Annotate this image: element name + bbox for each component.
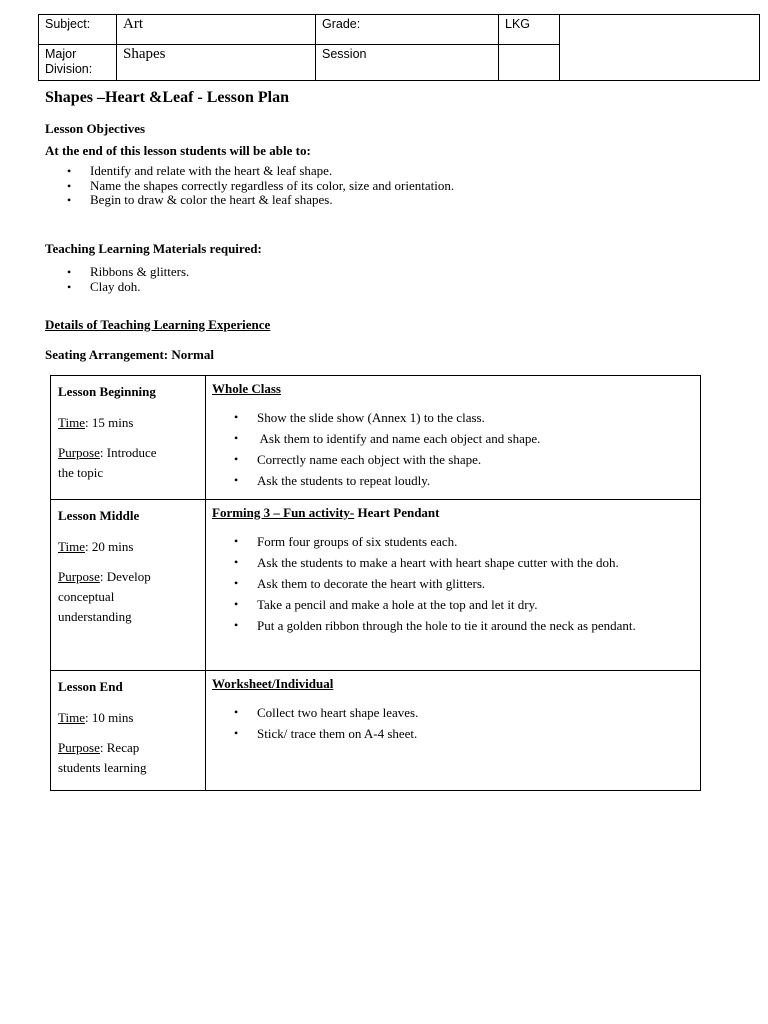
bullet-icon: •: [234, 555, 239, 569]
bullet-icon: •: [234, 410, 239, 424]
objectives-intro: At the end of this lesson students will be able to:: [45, 143, 311, 158]
list-item: [212, 573, 694, 594]
activity-cell: [206, 500, 701, 671]
activity-title: [212, 676, 694, 692]
activity-list: [212, 407, 694, 491]
purpose-text-cont: conceptual: [58, 589, 115, 604]
bullet-icon: •: [234, 618, 239, 632]
activity-cell: [206, 671, 701, 791]
objectives-list: [45, 164, 454, 208]
list-item: [212, 470, 694, 491]
purpose-text-cont: understanding: [58, 609, 132, 624]
bullet-icon: •: [234, 473, 239, 487]
grade-value: LKG: [499, 15, 560, 45]
list-item-text: Ask them to decorate the heart with glitters.: [257, 576, 486, 591]
list-item: [45, 164, 454, 179]
list-item: [45, 280, 189, 295]
stage-title: Lesson Beginning: [58, 384, 156, 399]
list-item-text: Take a pencil and make a hole at the top and let it dry.: [257, 597, 538, 612]
list-item-text: Put a golden ribbon through the hole to tie it around the neck as pendant.: [257, 618, 636, 633]
purpose-text: : Introduce: [99, 445, 157, 460]
list-item: [212, 615, 694, 636]
list-item: [212, 552, 694, 573]
list-item-text: Ribbons & glitters.: [90, 264, 190, 279]
page-title: Shapes –Heart &Leaf - Lesson Plan: [45, 89, 289, 106]
time-value: : 20 mins: [84, 539, 134, 554]
list-item-text: Ask them to identify and name each object and shape.: [257, 431, 541, 446]
bullet-icon: •: [234, 576, 239, 590]
table-row: [51, 500, 701, 671]
seating-arrangement: Seating Arrangement: Normal: [45, 347, 214, 362]
list-item: [212, 723, 694, 744]
details-heading: Details of Teaching Learning Experience: [45, 317, 271, 332]
list-item-text: Collect two heart shape leaves.: [257, 705, 419, 720]
bullet-icon: •: [67, 193, 72, 207]
time-line: [58, 708, 199, 728]
subject-label: Subject:: [39, 15, 117, 45]
purpose-text-cont: the topic: [58, 465, 104, 480]
list-item-text: Begin to draw & color the heart & leaf shapes.: [90, 192, 333, 207]
list-item: [212, 594, 694, 615]
activity-cell: [206, 376, 701, 500]
list-item: [212, 449, 694, 470]
purpose-line: [58, 738, 199, 758]
list-item: [212, 702, 694, 723]
list-item-text: Form four groups of six students each.: [257, 534, 458, 549]
purpose-label: Purpose: [58, 740, 100, 755]
time-value: : 10 mins: [84, 710, 134, 725]
stage-title: Lesson Middle: [58, 508, 140, 523]
major-label-line2: Division:: [45, 62, 93, 76]
bullet-icon: •: [67, 178, 72, 193]
time-value: : 15 mins: [84, 415, 134, 430]
list-item: [212, 407, 694, 428]
list-item-text: Ask the students to repeat loudly.: [257, 473, 431, 488]
stage-cell: [51, 500, 206, 671]
list-item-text: Ask the students to make a heart with heart shape cutter with the doh.: [257, 555, 619, 570]
time-label: Time: [58, 710, 85, 725]
time-label: Time: [58, 415, 85, 430]
bullet-icon: •: [234, 452, 239, 466]
list-item: [45, 193, 454, 208]
lesson-table: [50, 375, 701, 791]
activity-title: [212, 505, 694, 521]
bullet-icon: •: [234, 597, 239, 611]
activity-title-main: Forming 3 – Fun activity-: [212, 505, 355, 520]
purpose-text: : Develop: [99, 569, 151, 584]
list-item-text: Clay doh.: [90, 278, 141, 294]
major-division-label: [39, 45, 117, 81]
table-row: [51, 376, 701, 500]
purpose-label: Purpose: [58, 569, 100, 584]
purpose-line: [58, 443, 199, 463]
stage-cell: [51, 376, 206, 500]
session-value: [499, 45, 560, 81]
bullet-icon: •: [234, 431, 239, 445]
grade-label: Grade:: [316, 15, 499, 45]
major-label-line1: Major: [45, 47, 77, 61]
list-item-text: Stick/ trace them on A-4 sheet.: [257, 726, 418, 741]
header-blank-cell: [560, 15, 760, 81]
bullet-icon: •: [67, 164, 72, 178]
materials-heading: Teaching Learning Materials required:: [45, 241, 262, 256]
objectives-heading: Lesson Objectives: [45, 121, 146, 136]
list-item-text: Show the slide show (Annex 1) to the class.: [257, 410, 485, 425]
purpose-line: [58, 567, 199, 587]
subject-value: Art: [117, 15, 316, 45]
major-division-value: Shapes: [117, 45, 316, 81]
activity-title: [212, 381, 694, 397]
purpose-text: : Recap: [99, 740, 140, 755]
stage-title: Lesson End: [58, 679, 123, 694]
header-table: [38, 14, 760, 81]
time-label: Time: [58, 539, 85, 554]
list-item-text: Name the shapes correctly regardless of its color, size and orientation.: [90, 177, 455, 193]
stage-cell: [51, 671, 206, 791]
purpose-text-cont: students learning: [58, 760, 147, 775]
bullet-icon: •: [234, 726, 239, 740]
list-item-text: Correctly name each object with the shape.: [257, 452, 482, 467]
materials-list: [45, 265, 189, 294]
activity-list: [212, 702, 694, 744]
table-row: [51, 671, 701, 791]
list-item: [212, 428, 694, 449]
bullet-icon: •: [234, 705, 239, 719]
session-label: Session: [316, 45, 499, 81]
list-item-text: Identify and relate with the heart & leaf shape.: [90, 163, 333, 178]
time-line: [58, 413, 199, 433]
list-item: [45, 179, 454, 194]
bullet-icon: •: [67, 279, 72, 294]
list-item: [212, 531, 694, 552]
bullet-icon: •: [67, 265, 72, 279]
list-item: [45, 265, 189, 280]
activity-title-main: Worksheet/Individual: [212, 676, 334, 691]
activity-title-rest: Heart Pendant: [354, 505, 440, 520]
activity-list: [212, 531, 694, 636]
purpose-label: Purpose: [58, 445, 100, 460]
activity-title-main: Whole Class: [212, 381, 281, 396]
time-line: [58, 537, 199, 557]
bullet-icon: •: [234, 534, 239, 548]
